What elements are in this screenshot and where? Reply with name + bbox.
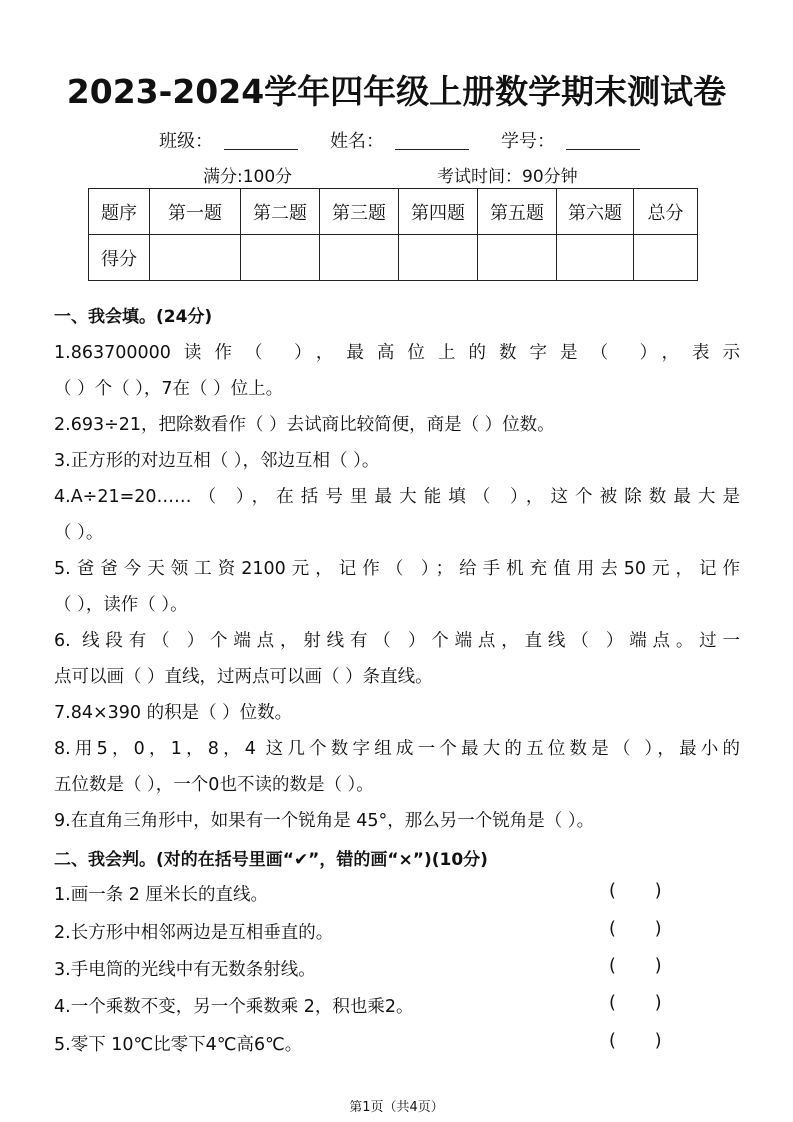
question-line: （ ）。 (54, 523, 104, 543)
score-cell[interactable] (399, 235, 478, 281)
exam-time: 考试时间：90分钟 (437, 167, 578, 187)
page-title: 2023-2024学年四年级上册数学期末测试卷 (66, 72, 727, 111)
answer-parentheses[interactable]: ( ) (609, 956, 662, 976)
score-cell[interactable] (320, 235, 399, 281)
question-line: （ ），读作（ ）。 (54, 595, 188, 615)
answer-parentheses[interactable]: ( ) (609, 881, 662, 901)
name-label: 姓名： (330, 131, 384, 152)
section-1-heading: 一、我会填。(24分) (54, 307, 213, 327)
question-line: 4.A÷21=20……（ ），在括号里最大能填（ ），这个被除数最大是 (54, 487, 740, 507)
answer-parentheses[interactable]: ( ) (609, 919, 662, 939)
judge-item: 4.一个乘数不变，另一个乘数乘 2，积也乘2。 (54, 997, 414, 1017)
header-cell: 总分 (634, 189, 698, 235)
name-blank[interactable] (395, 149, 469, 150)
header-cell: 第三题 (320, 189, 399, 235)
question-line: 3.正方形的对边互相（ ），邻边互相（ ）。 (54, 451, 380, 471)
student-id-label: 学号： (501, 131, 555, 152)
score-table-score-row (89, 235, 698, 281)
question-line: 五位数是（ ），一个0也不读的数是（ ）。 (54, 775, 374, 795)
header-cell: 第四题 (399, 189, 478, 235)
question-line: 点可以画（ ）直线，过两点可以画（ ）条直线。 (54, 667, 433, 687)
class-blank[interactable] (224, 149, 298, 150)
page-footer: 第1页（共4页） (349, 1100, 444, 1115)
header-cell: 第六题 (557, 189, 634, 235)
class-label: 班级： (159, 131, 213, 152)
question-line: 8.用5，0，1，8，4 这几个数字组成一个最大的五位数是（ ），最小的 (54, 739, 740, 759)
header-cell: 第五题 (478, 189, 557, 235)
score-cell[interactable] (557, 235, 634, 281)
full-score: 满分:100分 (203, 167, 293, 187)
question-line: 6. 线段有（ ）个端点，射线有（ ）个端点，直线（ ）端点。过一 (54, 631, 740, 651)
student-id-blank[interactable] (566, 149, 640, 150)
section-2-heading: 二、我会判。(对的在括号里画“✔”，错的画“×”)(10分) (54, 850, 488, 870)
score-cell[interactable] (150, 235, 241, 281)
question-line: 5.爸爸今天领工资2100元，记作（ ）；给手机充值用去50元，记作 (54, 559, 740, 579)
score-cell[interactable] (634, 235, 698, 281)
judge-item: 5.零下 10℃比零下4℃高6℃。 (54, 1035, 303, 1055)
score-cell[interactable] (478, 235, 557, 281)
score-table-header-row (89, 189, 698, 235)
row-label-cell: 得分 (89, 235, 150, 281)
header-cell: 第一题 (150, 189, 241, 235)
question-line: （ ）个（ ），7在（ ）位上。 (54, 379, 284, 399)
header-cell: 第二题 (241, 189, 320, 235)
score-table (88, 188, 698, 281)
judge-item: 3.手电筒的光线中有无数条射线。 (54, 960, 316, 980)
answer-parentheses[interactable]: ( ) (609, 993, 662, 1013)
question-line: 9.在直角三角形中，如果有一个锐角是 45°，那么另一个锐角是（ ）。 (54, 811, 595, 831)
question-line: 2.693÷21，把除数看作（ ）去试商比较简便，商是（ ）位数。 (54, 415, 555, 435)
score-cell[interactable] (241, 235, 320, 281)
question-line: 1.863700000读作（ ），最高位上的数字是（ ），表示 (54, 343, 740, 363)
student-info-row (0, 127, 793, 151)
answer-parentheses[interactable]: ( ) (609, 1031, 662, 1051)
header-cell: 题序 (89, 189, 150, 235)
question-line: 7.84×390 的积是（ ）位数。 (54, 703, 293, 723)
judge-item: 1.画一条 2 厘米长的直线。 (54, 885, 268, 905)
judge-item: 2.长方形中相邻两边是互相垂直的。 (54, 923, 334, 943)
